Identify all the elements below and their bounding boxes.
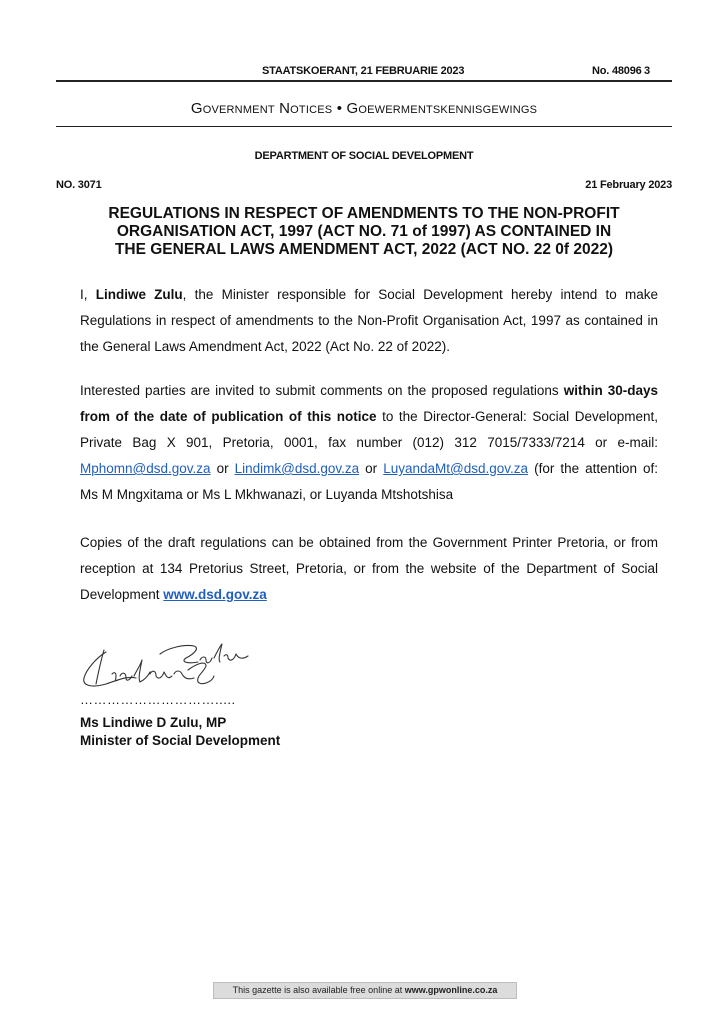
footer-website-link[interactable]: www.gpwonline.co.za <box>404 985 498 995</box>
copies-text: Copies of the draft regulations can be obtained from the Government Printer Pretoria, or from reception at 134 Pretorius Street, Pretoria, or from the website of the Department of Social Development <box>80 535 658 602</box>
footer-banner <box>213 982 517 999</box>
notice-date: 21 February 2023 <box>585 179 672 191</box>
gazette-header: STAATSKOERANT, 21 FEBRUARIE 2023 <box>262 65 465 77</box>
email-link-mphomn[interactable]: Mphomn@dsd.gov.za <box>80 461 211 476</box>
notice-title-line: ORGANISATION ACT, 1997 (ACT NO. 71 of 1997) AS CONTAINED IN <box>116 223 612 240</box>
notice-title-line: THE GENERAL LAWS AMENDMENT ACT, 2022 (ACT NO. 22 0f 2022) <box>114 241 614 258</box>
notice-number: NO. 3071 <box>56 179 102 191</box>
email-link-luyandamt[interactable]: LuyandaMt@dsd.gov.za <box>383 461 529 476</box>
or-text: or <box>210 461 235 476</box>
notice-title <box>70 205 658 259</box>
attention-text: (for the attention of: Ms M Mngxitama or Ms L Mkhwanazi, or Luyanda Mtshotshisa <box>80 461 659 502</box>
department-heading: DEPARTMENT OF SOCIAL DEVELOPMENT <box>254 150 474 162</box>
gazette-number: No. 48096 <box>592 65 642 77</box>
signatory <box>80 714 280 750</box>
footer-text: This gazette is also available free online at <box>232 985 405 995</box>
notice-title-line: REGULATIONS IN RESPECT OF AMENDMENTS TO THE NON-PROFIT <box>108 205 620 222</box>
intro-text-cont: , the Minister responsible for Social Development hereby intend to make Regulations in respect of amendments to the Non-Profit Organisation Act, 1997 as contained in the General Laws Amendment Act, 2022 (Act No. 22 of 2022). <box>80 287 658 354</box>
or-text: or <box>359 461 384 476</box>
signatory-name: Ms Lindiwe D Zulu, MP <box>80 715 227 730</box>
signatory-title: Minister of Social Development <box>80 733 281 748</box>
section-rule <box>56 126 672 127</box>
email-link-lindimk[interactable]: Lindimk@dsd.gov.za <box>234 461 360 476</box>
signature-line: …………………………..... <box>80 692 236 707</box>
comments-paragraph <box>80 378 658 508</box>
comments-text-cont: to the Director-General: Social Development, Private Bag X 901, Pretoria, 0001, fax number (012) 312 7015/7333/7214 or e-mail: <box>80 409 658 450</box>
section-title: Government Notices • Goewermentskennisgewings <box>190 100 538 117</box>
intro-text: I, <box>80 287 96 302</box>
website-link[interactable]: www.dsd.gov.za <box>163 587 267 602</box>
header-rule <box>56 80 672 82</box>
copies-paragraph <box>80 530 658 608</box>
minister-name: Lindiwe Zulu <box>95 287 183 302</box>
deadline-text: within 30-days from of the date of publication of this notice <box>80 383 658 424</box>
intro-paragraph <box>80 282 658 360</box>
page-number: 3 <box>644 65 650 77</box>
comments-text: Interested parties are invited to submit comments on the proposed regulations <box>80 383 564 398</box>
handwritten-signature <box>78 636 268 692</box>
